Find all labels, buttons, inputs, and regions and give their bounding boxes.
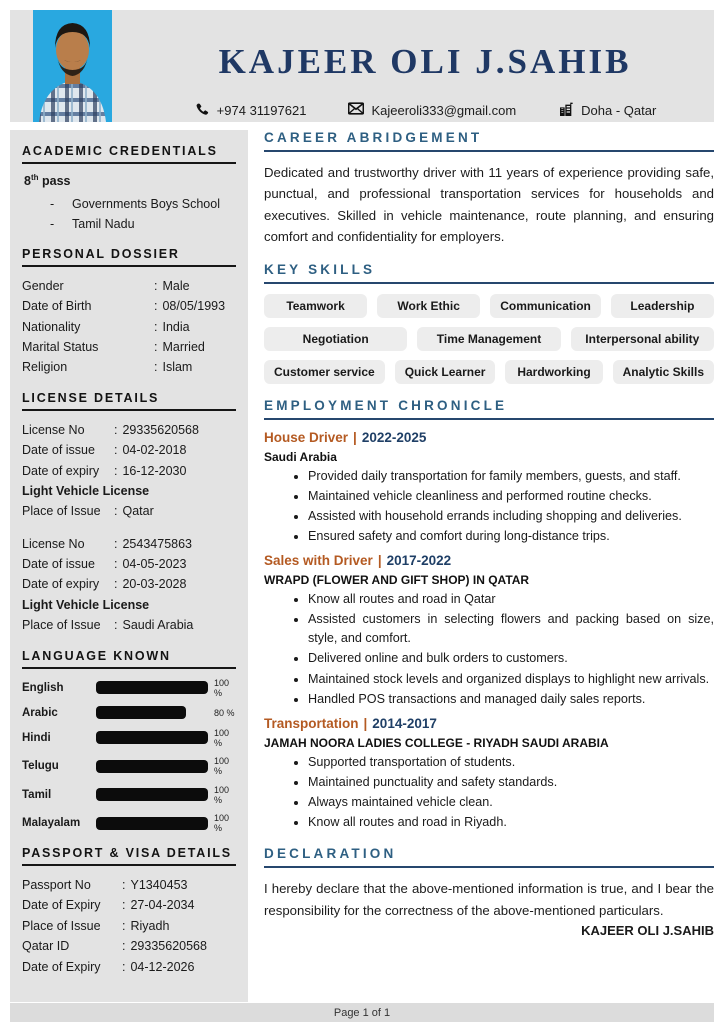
language-row: Arabic 80 % [22, 706, 235, 719]
language-known-heading: LANGUAGE KNOWN [22, 649, 236, 669]
skill-chip: Analytic Skills [613, 360, 714, 384]
passport-row: Passport No : Y1340453 [22, 878, 188, 893]
contact-location [558, 102, 656, 118]
bullet-item: • Maintained stock levels and organized displays to highlight new arrivals. [308, 670, 714, 689]
license-row: Date of issue : 04-02-2018 [22, 443, 187, 458]
bullet-item: • Maintained punctuality and safety standards. [308, 773, 714, 792]
license-type: Light Vehicle License [22, 597, 150, 612]
language-row: Tamil 100 % [22, 784, 230, 805]
license-details-heading: LICENSE DETAILS [22, 391, 236, 411]
main-column [264, 130, 714, 952]
section-language-known [22, 649, 236, 834]
candidate-name: KAJEER OLI J.SAHIB [218, 42, 632, 81]
section-career-abridgement [264, 130, 714, 248]
declaration-heading: DECLARATION [264, 846, 714, 868]
skill-chip: Teamwork [264, 294, 367, 318]
profile-photo [33, 10, 112, 122]
dossier-row: Religion : Islam [22, 360, 193, 375]
qualification: 8th pass [24, 173, 71, 189]
job-entry [264, 716, 714, 833]
city-buildings-icon [558, 102, 574, 118]
language-row: English 100 % [22, 677, 230, 698]
language-bar [96, 706, 208, 719]
phone-number: +974 31197621 [216, 102, 307, 118]
section-personal-dossier [22, 247, 236, 378]
portrait-illustration [33, 10, 112, 122]
skills-row [264, 327, 714, 351]
bullet-item: • Always maintained vehicle clean. [308, 793, 714, 812]
license-row: License No : 2543475863 [22, 536, 193, 551]
section-license-details [22, 391, 236, 636]
license-row: Date of expiry : 20-03-2028 [22, 577, 187, 592]
dossier-row: Nationality : India [22, 319, 190, 334]
signature-name: KAJEER OLI J.SAHIB [581, 923, 714, 939]
academic-credentials-heading: ACADEMIC CREDENTIALS [22, 144, 236, 164]
dossier-row: Gender : Male [22, 278, 190, 293]
bullet-item: • Maintained vehicle cleanliness and performed routine checks. [308, 487, 714, 506]
passport-row: Date of Expiry : 27-04-2034 [22, 898, 195, 913]
skill-chip: Work Ethic [377, 294, 480, 318]
dossier-row: Date of Birth : 08/05/1993 [22, 299, 226, 314]
passport-row: Date of Expiry : 04-12-2026 [22, 959, 195, 974]
job-organization: WRAPD (FLOWER AND GIFT SHOP) IN QATAR [264, 573, 530, 588]
page-number: Page 1 of 1 [333, 1006, 391, 1019]
bullet-item: • Delivered online and bulk orders to customers. [308, 649, 714, 668]
dossier-row: Marital Status : Married [22, 340, 205, 355]
skills-row [264, 294, 714, 318]
sidebar [10, 130, 248, 1002]
section-passport-visa [22, 846, 236, 977]
skills-row [264, 360, 714, 384]
email-address: Kajeeroli333@gmail.com [371, 102, 517, 118]
license-row: Date of issue : 04-05-2023 [22, 557, 187, 572]
bullet-item: • Provided daily transportation for family members, guests, and staff. [308, 467, 714, 486]
job-title: Sales with Driver | 2017-2022 [264, 553, 452, 569]
contact-email [348, 102, 516, 118]
job-bullets [264, 753, 714, 833]
personal-dossier-heading: PERSONAL DOSSIER [22, 247, 236, 267]
skill-chip: Customer service [264, 360, 385, 384]
job-organization: Saudi Arabia [264, 449, 337, 464]
job-entry [264, 430, 714, 547]
key-skills-heading: KEY SKILLS [264, 262, 714, 284]
career-abridgement-heading: CAREER ABRIDGEMENT [264, 130, 714, 152]
license-row: Date of expiry : 16-12-2030 [22, 463, 187, 478]
section-academic-credentials [22, 144, 236, 234]
license-row: License No : 29335620568 [22, 422, 199, 437]
skill-chip: Hardworking [505, 360, 602, 384]
job-entry [264, 553, 714, 709]
license-row: Place of Issue : Qatar [22, 504, 154, 519]
language-bar [96, 817, 208, 830]
section-key-skills [264, 262, 714, 384]
academic-item: - Governments Boys School [50, 197, 220, 212]
skill-chip: Interpersonal ability [571, 327, 714, 351]
bullet-item: • Assisted customers in selecting flowers and packing based on size, style, and comfort. [308, 610, 714, 648]
bullet-item: • Assisted with household errands including shopping and deliveries. [308, 507, 714, 526]
language-row: Telugu 100 % [22, 756, 230, 777]
career-summary: Dedicated and trustworthy driver with 11 years of experience providing safe, punctual, and professional transportation services for households and executives. Skilled in vehicle maintenance, route planning, and ensuring comfort and confidentiality for employers. [264, 165, 714, 245]
phone-icon [194, 102, 210, 118]
job-title: Transportation | 2014-2017 [264, 715, 437, 731]
skill-chip: Communication [490, 294, 601, 318]
location-text: Doha - Qatar [581, 102, 657, 118]
language-bar [96, 788, 208, 801]
section-declaration [264, 846, 714, 938]
employment-chronicle-heading: EMPLOYMENT CHRONICLE [264, 398, 714, 420]
bullet-item: • Handled POS transactions and managed daily sales reports. [308, 690, 714, 709]
license-row: Place of Issue : Saudi Arabia [22, 618, 194, 633]
job-title: House Driver | 2022-2025 [264, 429, 427, 445]
contact-row [135, 102, 715, 118]
license-type: Light Vehicle License [22, 483, 150, 498]
bullet-item: • Supported transportation of students. [308, 753, 714, 772]
skill-chip: Quick Learner [395, 360, 496, 384]
page-footer [10, 1003, 714, 1022]
declaration-text: I hereby declare that the above-mentioned information is true, and I bear the responsibility for the correctness of the above-mentioned particulars. [264, 881, 714, 918]
language-bar [96, 681, 208, 694]
skill-chip: Leadership [611, 294, 714, 318]
job-organization: JAMAH NOORA LADIES COLLEGE - RIYADH SAUDI ARABIA [264, 735, 609, 750]
email-icon [348, 102, 364, 118]
language-row: Hindi 100 % [22, 727, 230, 748]
bullet-item: • Know all routes and road in Qatar [308, 590, 714, 609]
header-band [10, 10, 714, 122]
section-employment-chronicle [264, 398, 714, 833]
passport-row: Place of Issue : Riyadh [22, 918, 170, 933]
skill-chip: Negotiation [264, 327, 407, 351]
language-bar [96, 731, 208, 744]
language-row: Malayalam 100 % [22, 813, 230, 834]
job-bullets [264, 467, 714, 547]
academic-item: - Tamil Nadu [50, 216, 135, 231]
skill-chip: Time Management [417, 327, 560, 351]
job-bullets [264, 590, 714, 709]
bullet-item: • Know all routes and road in Riyadh. [308, 813, 714, 832]
passport-visa-heading: PASSPORT & VISA DETAILS [22, 846, 236, 866]
passport-row: Qatar ID : 29335620568 [22, 939, 207, 954]
bullet-item: • Ensured safety and comfort during long-distance trips. [308, 527, 714, 546]
language-bar [96, 760, 208, 773]
contact-phone [194, 102, 307, 118]
